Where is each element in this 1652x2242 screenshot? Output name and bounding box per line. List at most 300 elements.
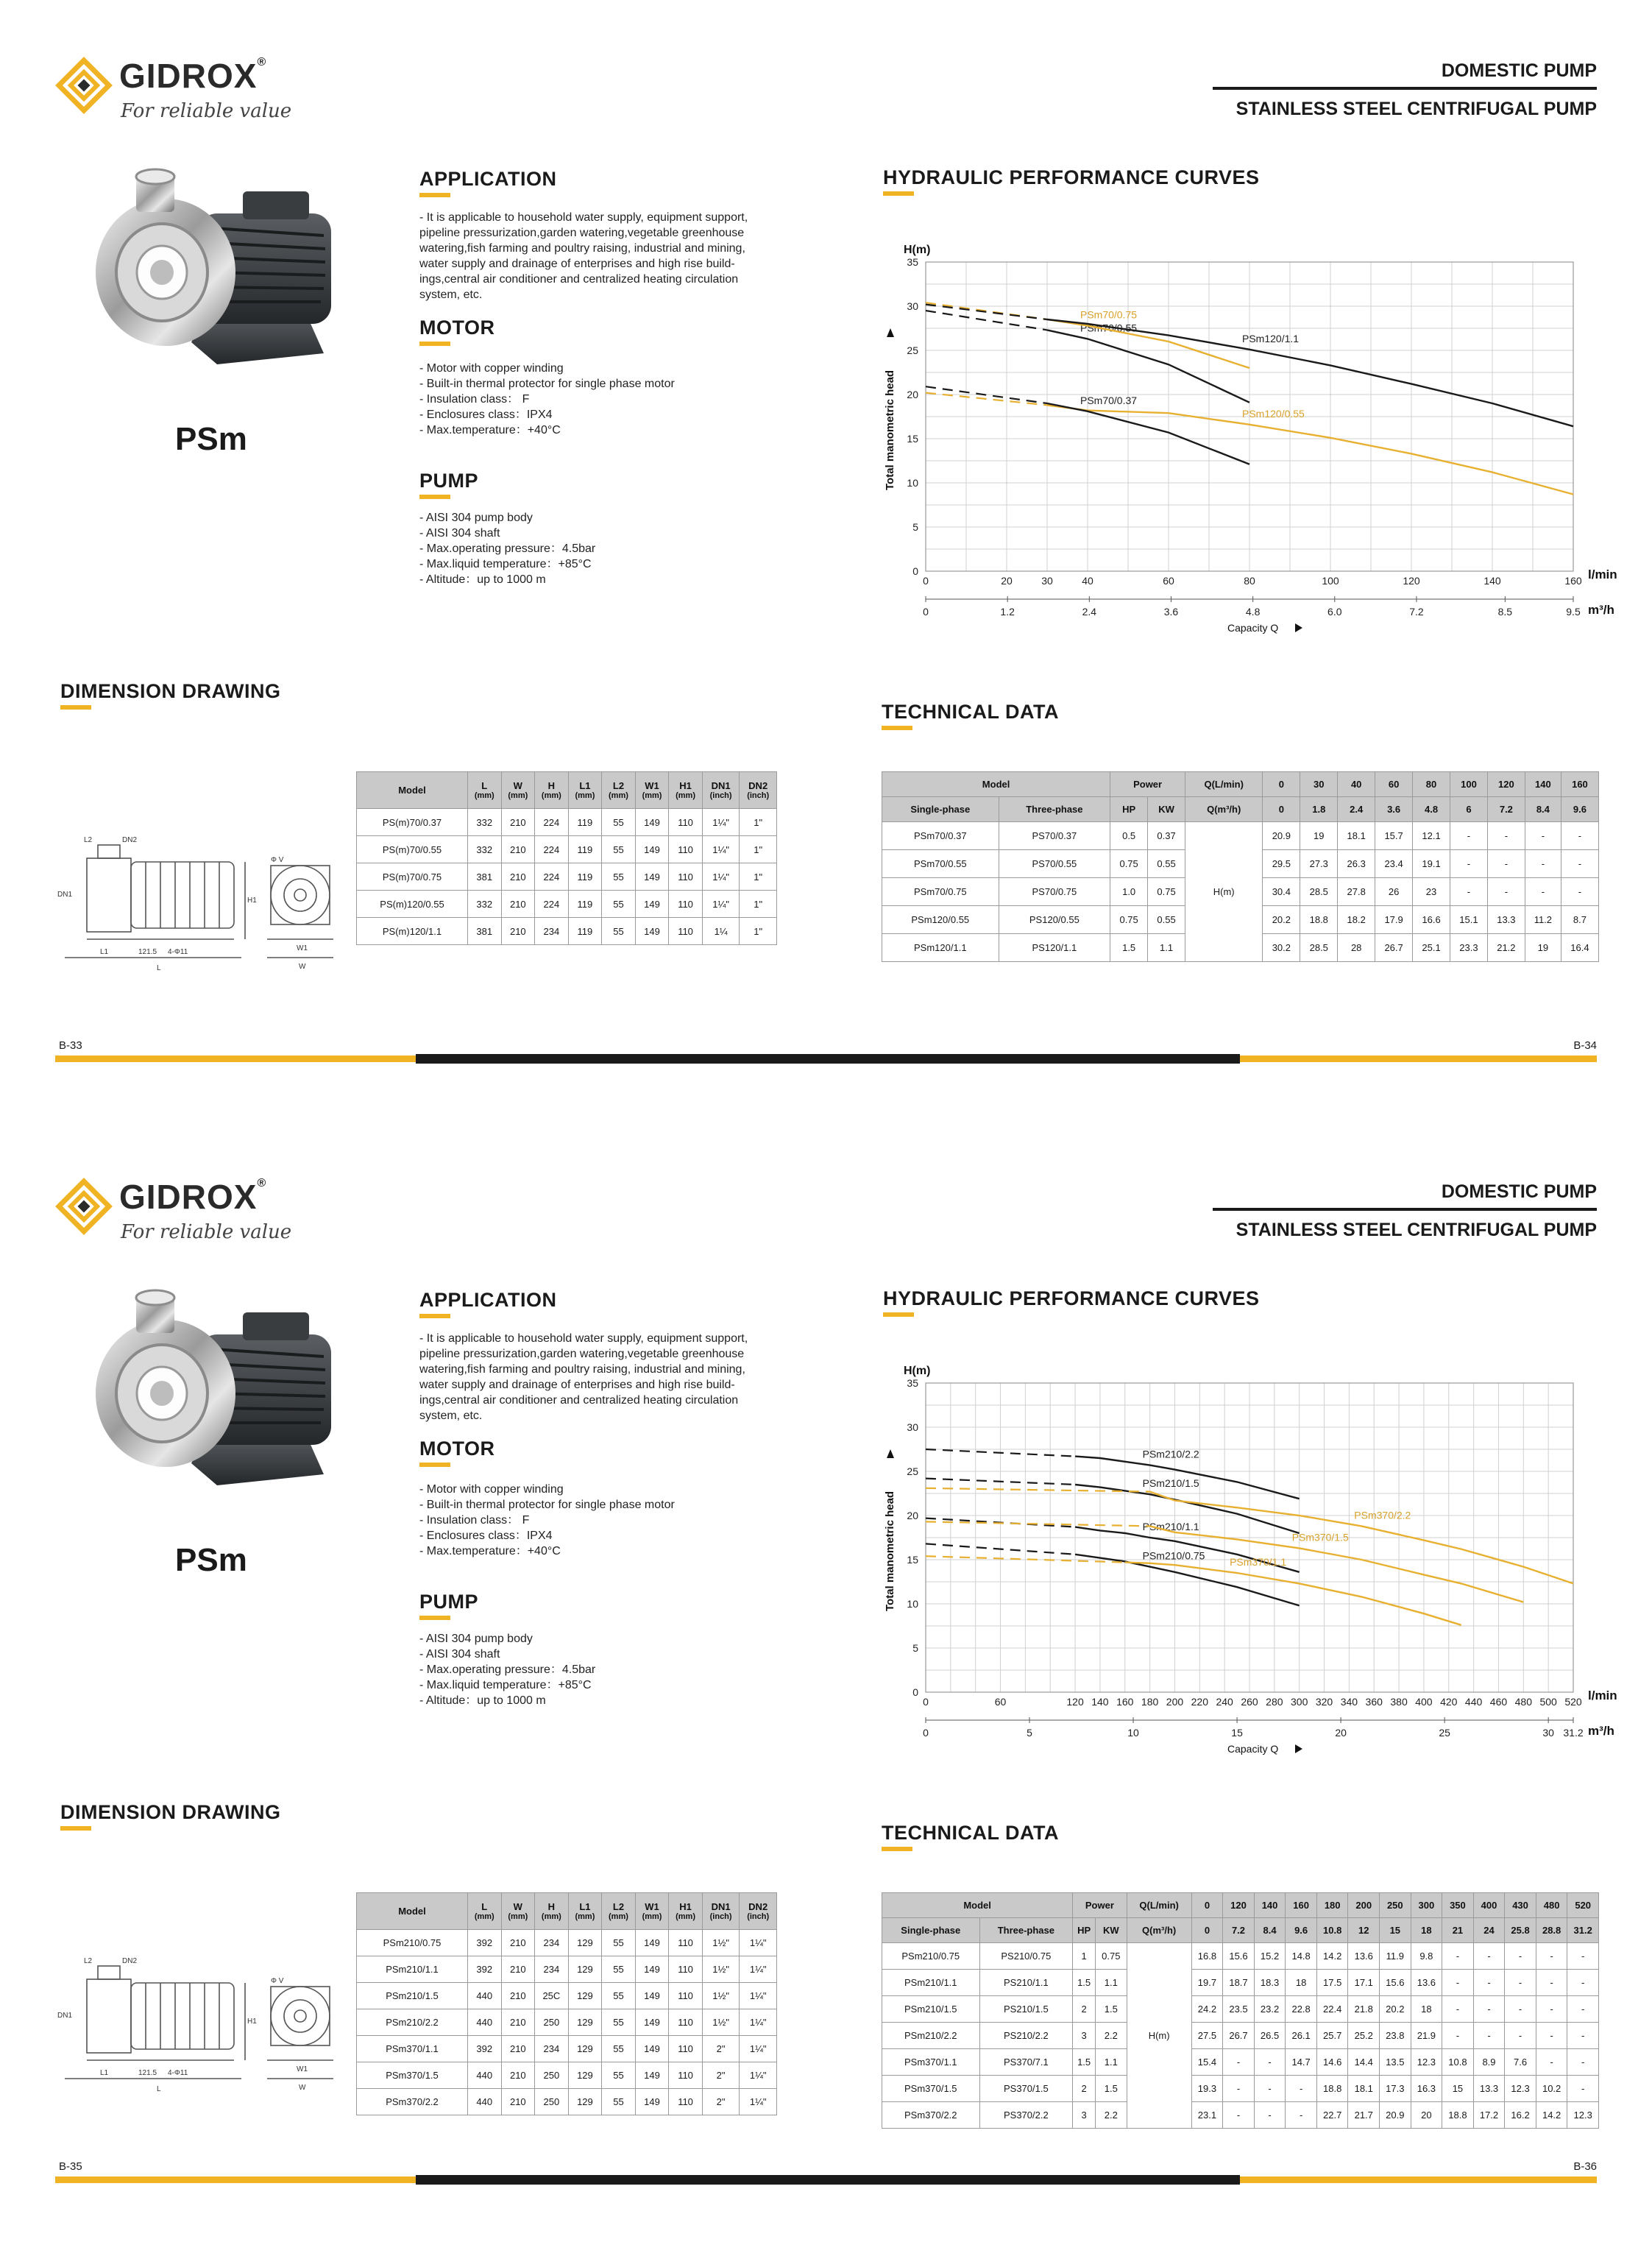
series-start-dashed bbox=[926, 311, 1047, 330]
table-cell: 55 bbox=[602, 2036, 636, 2062]
tech-q-lmin-cell: 40 bbox=[1338, 772, 1375, 797]
dimension-title: DIMENSION DRAWING bbox=[60, 1801, 281, 1823]
tech-three-phase-model: PS370/7.1 bbox=[979, 2049, 1073, 2076]
tech-head-value: 23.4 bbox=[1375, 850, 1413, 878]
tech-q-m3h-cell: 7.2 bbox=[1223, 1918, 1255, 1943]
table-cell: 55 bbox=[602, 1930, 636, 1956]
tech-three-phase-model: PS210/2.2 bbox=[979, 2023, 1073, 2049]
y-tick-label: 20 bbox=[907, 389, 918, 400]
tech-head-value: 21.8 bbox=[1348, 1996, 1380, 2023]
page-number-right: B-36 bbox=[1573, 2160, 1597, 2173]
table-cell: 1¼ bbox=[702, 918, 740, 945]
dimension-drawing bbox=[57, 829, 344, 976]
tech-header-hp: HP bbox=[1073, 1918, 1096, 1943]
table-cell: 1¼" bbox=[702, 809, 740, 836]
table-cell: 110 bbox=[669, 836, 703, 863]
table-cell: 250 bbox=[535, 2062, 569, 2089]
tech-head-value: - bbox=[1286, 2076, 1317, 2102]
x-tick-label: 320 bbox=[1315, 1696, 1333, 1708]
x-unit-bottom: m³/h bbox=[1588, 1724, 1614, 1738]
brand-name: GIDROX® bbox=[119, 56, 267, 95]
x-tick-label: 0 bbox=[923, 1696, 929, 1708]
tech-header-power: Power bbox=[1073, 1893, 1127, 1918]
table-row bbox=[357, 2089, 777, 2115]
y-tick-label: 25 bbox=[907, 344, 918, 356]
tech-hm-label: H(m) bbox=[1185, 822, 1263, 962]
tech-head-value: 26.5 bbox=[1254, 2023, 1286, 2049]
x-tick-label: 340 bbox=[1340, 1696, 1358, 1708]
tech-head-value: 20.2 bbox=[1380, 1996, 1411, 2023]
tech-q-lmin-cell: 0 bbox=[1191, 1893, 1223, 1918]
svg-text:L2: L2 bbox=[84, 836, 93, 844]
dimension-table bbox=[356, 771, 777, 945]
header-category: DOMESTIC PUMP bbox=[1441, 1181, 1597, 1202]
tech-head-value: 14.6 bbox=[1316, 2049, 1348, 2076]
tech-head-value: - bbox=[1505, 1970, 1536, 1996]
tech-head-value: 19.7 bbox=[1191, 1970, 1223, 1996]
brand-tagline: For reliable value bbox=[121, 100, 292, 122]
table-cell: 149 bbox=[635, 2062, 669, 2089]
y-tick-label: 30 bbox=[907, 1421, 918, 1433]
dim-header-cell: L (mm) bbox=[468, 772, 502, 809]
table-row bbox=[882, 822, 1599, 850]
tech-head-value: 11.9 bbox=[1380, 1943, 1411, 1970]
x-arrow-icon bbox=[1295, 623, 1302, 632]
table-cell: 440 bbox=[468, 2062, 502, 2089]
tech-head-value: - bbox=[1450, 822, 1488, 850]
table-cell: 440 bbox=[468, 1983, 502, 2009]
table-cell: 210 bbox=[501, 1956, 535, 1983]
table-cell: 110 bbox=[669, 2062, 703, 2089]
tech-header-model: Model bbox=[882, 1893, 1073, 1918]
tech-head-value: 12.1 bbox=[1413, 822, 1450, 850]
table-row bbox=[357, 2062, 777, 2089]
tech-q-lmin-cell: 120 bbox=[1487, 772, 1525, 797]
svg-text:L: L bbox=[157, 2085, 161, 2093]
text-line: - Enclosures class：IPX4 bbox=[419, 409, 553, 421]
text-line: ings,central air conditioner and centralized heating circulation bbox=[419, 1394, 739, 1407]
text-line: - It is applicable to household water supply, equipment support, bbox=[419, 1332, 748, 1345]
table-cell: 110 bbox=[669, 2089, 703, 2115]
tech-three-phase-model: PS120/1.1 bbox=[999, 934, 1110, 962]
text-line: - Altitude：up to 1000 m bbox=[419, 573, 546, 586]
table-cell: 1¼" bbox=[740, 1930, 777, 1956]
y-tick-label: 10 bbox=[907, 477, 918, 489]
series-label: PSm70/0.37 bbox=[1080, 394, 1138, 406]
x2-tick-label: 1.2 bbox=[1000, 606, 1015, 618]
tech-head-value: - bbox=[1525, 850, 1561, 878]
table-cell: 210 bbox=[501, 2036, 535, 2062]
performance-chart bbox=[876, 1342, 1617, 1791]
tech-head-value: - bbox=[1536, 1996, 1567, 2023]
table-cell: 119 bbox=[568, 863, 602, 891]
series-line-psm120-1-1 bbox=[1047, 319, 1573, 426]
dimension-bar bbox=[60, 705, 91, 710]
table-cell: 110 bbox=[669, 1983, 703, 2009]
svg-text:L1: L1 bbox=[100, 2069, 109, 2077]
table-cell: 149 bbox=[635, 863, 669, 891]
table-cell: 210 bbox=[501, 1930, 535, 1956]
table-row bbox=[882, 1996, 1599, 2023]
table-cell: PS(m)70/0.37 bbox=[357, 809, 468, 836]
table-cell: 149 bbox=[635, 2009, 669, 2036]
table-cell: PSm370/1.1 bbox=[357, 2036, 468, 2062]
header-rule bbox=[1213, 87, 1597, 90]
tech-head-value: - bbox=[1536, 2023, 1567, 2049]
tech-head-value: - bbox=[1561, 878, 1598, 906]
tech-q-m3h-cell: 0 bbox=[1263, 797, 1300, 822]
tech-head-value: 26.1 bbox=[1286, 2023, 1317, 2049]
tech-three-phase-model: PS210/0.75 bbox=[979, 1943, 1073, 1970]
dim-header-cell: W1 (mm) bbox=[635, 772, 669, 809]
table-cell: PSm370/1.5 bbox=[357, 2062, 468, 2089]
tech-single-phase-model: PSm210/0.75 bbox=[882, 1943, 980, 1970]
tech-head-value: 17.2 bbox=[1473, 2102, 1505, 2129]
x2-tick-label: 30 bbox=[1542, 1727, 1554, 1739]
x-tick-label: 30 bbox=[1041, 575, 1053, 587]
tech-head-value: - bbox=[1442, 1996, 1474, 2023]
pump-text bbox=[419, 1631, 595, 1708]
y-arrow-icon bbox=[887, 1449, 894, 1458]
table-row bbox=[882, 2049, 1599, 2076]
tech-head-value: 8.7 bbox=[1561, 906, 1598, 934]
series-start-dashed bbox=[926, 305, 1047, 319]
y-tick-label: 30 bbox=[907, 300, 918, 312]
text-line: water supply and drainage of enterprises and high rise build- bbox=[419, 258, 735, 270]
tech-hp-value: 2 bbox=[1073, 2076, 1096, 2102]
x2-tick-label: 5 bbox=[1027, 1727, 1032, 1739]
x-tick-label: 120 bbox=[1403, 575, 1420, 587]
table-row bbox=[357, 836, 777, 863]
tech-q-m3h-cell: 25.8 bbox=[1505, 1918, 1536, 1943]
table-cell: 381 bbox=[468, 863, 502, 891]
model-name: PSm bbox=[175, 421, 247, 457]
table-cell: 55 bbox=[602, 1983, 636, 2009]
tech-single-phase-model: PSm370/1.1 bbox=[882, 2049, 980, 2076]
tech-single-phase-model: PSm70/0.75 bbox=[882, 878, 999, 906]
motor-bar bbox=[419, 342, 450, 346]
text-line: - Motor with copper winding bbox=[419, 1483, 564, 1496]
tech-head-value: 11.2 bbox=[1525, 906, 1561, 934]
tech-head-value: - bbox=[1223, 2102, 1255, 2129]
text-line: - AISI 304 shaft bbox=[419, 527, 500, 540]
dimension-title: DIMENSION DRAWING bbox=[60, 680, 281, 702]
footer-center-bar bbox=[416, 2175, 1240, 2185]
series-label: PSm370/1.1 bbox=[1230, 1556, 1287, 1568]
table-cell: 224 bbox=[535, 836, 569, 863]
table-cell: 119 bbox=[568, 891, 602, 918]
text-line: water supply and drainage of enterprises and high rise build- bbox=[419, 1379, 735, 1391]
tech-q-m3h-cell: 21 bbox=[1442, 1918, 1474, 1943]
text-line: - Max.liquid temperature：+85°C bbox=[419, 1679, 592, 1691]
tech-q-lmin-cell: 300 bbox=[1411, 1893, 1442, 1918]
tech-hp-value: 1.5 bbox=[1073, 2049, 1096, 2076]
x-tick-label: 0 bbox=[923, 575, 929, 587]
text-line: - Max.temperature：+40°C bbox=[419, 424, 561, 436]
table-cell: PSm210/0.75 bbox=[357, 1930, 468, 1956]
tech-header-three: Three-phase bbox=[979, 1918, 1073, 1943]
x2-tick-label: 8.5 bbox=[1497, 606, 1513, 618]
series-label: PSm70/0.55 bbox=[1080, 322, 1138, 334]
page-number-left: B-35 bbox=[59, 2160, 82, 2173]
tech-q-lmin-cell: 400 bbox=[1473, 1893, 1505, 1918]
tech-head-value: 16.8 bbox=[1191, 1943, 1223, 1970]
tech-head-value: - bbox=[1473, 1943, 1505, 1970]
tech-head-value: 16.3 bbox=[1411, 2076, 1442, 2102]
tech-head-value: 26 bbox=[1375, 878, 1413, 906]
tech-header-q-m3h: Q(m³/h) bbox=[1185, 797, 1263, 822]
tech-hp-value: 0.75 bbox=[1110, 906, 1148, 934]
x2-tick-label: 0 bbox=[923, 606, 929, 618]
x2-tick-label: 7.2 bbox=[1409, 606, 1424, 618]
x-tick-label: 20 bbox=[1001, 575, 1013, 587]
table-cell: 25C bbox=[535, 1983, 569, 2009]
tech-kw-value: 1.1 bbox=[1148, 934, 1185, 962]
tech-head-value: 27.5 bbox=[1191, 2023, 1223, 2049]
tech-head-value: 7.6 bbox=[1505, 2049, 1536, 2076]
tech-head-value: - bbox=[1567, 1996, 1599, 2023]
tech-kw-value: 0.37 bbox=[1148, 822, 1185, 850]
tech-head-value: - bbox=[1254, 2102, 1286, 2129]
table-cell: 234 bbox=[535, 918, 569, 945]
tech-q-lmin-cell: 200 bbox=[1348, 1893, 1380, 1918]
tech-header-kw: KW bbox=[1096, 1918, 1127, 1943]
svg-text:W: W bbox=[299, 963, 306, 971]
tech-q-lmin-cell: 80 bbox=[1413, 772, 1450, 797]
table-cell: 210 bbox=[501, 836, 535, 863]
table-cell: 110 bbox=[669, 918, 703, 945]
tech-q-m3h-cell: 9.6 bbox=[1561, 797, 1598, 822]
tech-head-value: - bbox=[1442, 2023, 1474, 2049]
tech-q-m3h-cell: 18 bbox=[1411, 1918, 1442, 1943]
table-cell: 1¼" bbox=[740, 1956, 777, 1983]
table-cell: 55 bbox=[602, 836, 636, 863]
tech-head-value: - bbox=[1450, 878, 1488, 906]
tech-kw-value: 1.1 bbox=[1096, 2049, 1127, 2076]
tech-q-m3h-cell: 28.8 bbox=[1536, 1918, 1567, 1943]
table-cell: 55 bbox=[602, 2062, 636, 2089]
x-tick-label: 180 bbox=[1141, 1696, 1159, 1708]
tech-head-value: 28 bbox=[1338, 934, 1375, 962]
dim-header-cell: H (mm) bbox=[535, 772, 569, 809]
table-cell: 1¼" bbox=[702, 891, 740, 918]
table-row bbox=[357, 891, 777, 918]
table-cell: 129 bbox=[568, 2089, 602, 2115]
tech-q-lmin-cell: 520 bbox=[1567, 1893, 1599, 1918]
table-cell: 1¼" bbox=[740, 1983, 777, 2009]
x-unit-top: l/min bbox=[1588, 1688, 1617, 1702]
catalog-page-psm-210-370 bbox=[0, 1121, 1652, 2242]
tech-head-value: 16.6 bbox=[1413, 906, 1450, 934]
table-cell: 1½" bbox=[702, 1930, 740, 1956]
tech-head-value: - bbox=[1525, 878, 1561, 906]
dim-header-cell: W (mm) bbox=[501, 1893, 535, 1930]
tech-head-value: 18.8 bbox=[1300, 906, 1338, 934]
table-cell: 149 bbox=[635, 1983, 669, 2009]
x2-tick-label: 4.8 bbox=[1245, 606, 1261, 618]
dim-header-cell: L1 (mm) bbox=[568, 1893, 602, 1930]
table-row bbox=[882, 2076, 1599, 2102]
tech-head-value: - bbox=[1567, 2076, 1599, 2102]
technical-table bbox=[882, 771, 1599, 962]
tech-head-value: - bbox=[1473, 1970, 1505, 1996]
x-tick-label: 520 bbox=[1564, 1696, 1582, 1708]
table-cell: 149 bbox=[635, 836, 669, 863]
table-cell: 129 bbox=[568, 1983, 602, 2009]
tech-head-value: 15.2 bbox=[1254, 1943, 1286, 1970]
tech-head-value: 9.8 bbox=[1411, 1943, 1442, 1970]
table-cell: 332 bbox=[468, 836, 502, 863]
y-arrow-icon bbox=[887, 328, 894, 337]
x-tick-label: 100 bbox=[1322, 575, 1339, 587]
curves-title: HYDRAULIC PERFORMANCE CURVES bbox=[883, 166, 1260, 188]
y-unit-label: H(m) bbox=[904, 244, 931, 256]
gidrox-logo-icon bbox=[57, 1180, 110, 1233]
tech-single-phase-model: PSm120/1.1 bbox=[882, 934, 999, 962]
tech-three-phase-model: PS120/0.55 bbox=[999, 906, 1110, 934]
tech-q-lmin-cell: 100 bbox=[1450, 772, 1488, 797]
table-cell: 224 bbox=[535, 863, 569, 891]
table-cell: 210 bbox=[501, 918, 535, 945]
curves-bar bbox=[883, 1312, 914, 1317]
svg-text:121.5: 121.5 bbox=[138, 948, 157, 956]
tech-kw-value: 2.2 bbox=[1096, 2023, 1127, 2049]
table-row bbox=[357, 1930, 777, 1956]
table-cell: 55 bbox=[602, 2089, 636, 2115]
tech-head-value: 14.4 bbox=[1348, 2049, 1380, 2076]
table-cell: 2" bbox=[702, 2089, 740, 2115]
tech-head-value: - bbox=[1223, 2076, 1255, 2102]
svg-text:L2: L2 bbox=[84, 1957, 93, 1965]
table-row bbox=[882, 1943, 1599, 1970]
tech-q-m3h-cell: 8.4 bbox=[1525, 797, 1561, 822]
tech-head-value: 18.8 bbox=[1316, 2076, 1348, 2102]
performance-chart bbox=[876, 221, 1617, 670]
x-tick-label: 140 bbox=[1483, 575, 1501, 587]
tech-q-lmin-cell: 140 bbox=[1254, 1893, 1286, 1918]
tech-hp-value: 1.5 bbox=[1073, 1970, 1096, 1996]
tech-kw-value: 1.5 bbox=[1096, 2076, 1127, 2102]
dim-header-cell: H (mm) bbox=[535, 1893, 569, 1930]
text-line: ings,central air conditioner and centralized heating circulation bbox=[419, 273, 739, 286]
dim-header-cell: DN1 (inch) bbox=[702, 772, 740, 809]
tech-head-value: - bbox=[1561, 850, 1598, 878]
table-cell: 210 bbox=[501, 1983, 535, 2009]
svg-text:Φ V: Φ V bbox=[271, 1977, 284, 1985]
table-cell: 149 bbox=[635, 2036, 669, 2062]
tech-hp-value: 2 bbox=[1073, 1996, 1096, 2023]
tech-q-lmin-cell: 0 bbox=[1263, 772, 1300, 797]
tech-hp-value: 3 bbox=[1073, 2023, 1096, 2049]
table-cell: 129 bbox=[568, 2036, 602, 2062]
y-tick-label: 20 bbox=[907, 1510, 918, 1521]
tech-header-single: Single-phase bbox=[882, 1918, 980, 1943]
tech-single-phase-model: PSm70/0.55 bbox=[882, 850, 999, 878]
brand-tagline: For reliable value bbox=[121, 1221, 292, 1243]
tech-head-value: 10.2 bbox=[1536, 2076, 1567, 2102]
tech-head-value: 23 bbox=[1413, 878, 1450, 906]
curves-bar bbox=[883, 191, 914, 196]
x2-tick-label: 2.4 bbox=[1082, 606, 1097, 618]
dim-header-cell: L2 (mm) bbox=[602, 772, 636, 809]
table-cell: 1½" bbox=[702, 1956, 740, 1983]
table-cell: 440 bbox=[468, 2089, 502, 2115]
tech-q-m3h-cell: 31.2 bbox=[1567, 1918, 1599, 1943]
table-cell: 129 bbox=[568, 1956, 602, 1983]
tech-q-m3h-cell: 6 bbox=[1450, 797, 1488, 822]
motor-title: MOTOR bbox=[419, 317, 495, 339]
tech-head-value: 12.3 bbox=[1505, 2076, 1536, 2102]
tech-head-value: 17.9 bbox=[1375, 906, 1413, 934]
pump-title: PUMP bbox=[419, 470, 479, 492]
tech-head-value: 10.8 bbox=[1442, 2049, 1474, 2076]
svg-text:L1: L1 bbox=[100, 948, 109, 956]
tech-head-value: 23.1 bbox=[1191, 2102, 1223, 2129]
table-cell: 210 bbox=[501, 809, 535, 836]
dimension-bar bbox=[60, 1826, 91, 1831]
table-cell: 110 bbox=[669, 1956, 703, 1983]
tech-head-value: - bbox=[1286, 2102, 1317, 2129]
tech-head-value: - bbox=[1473, 2023, 1505, 2049]
tech-head-value: 14.2 bbox=[1536, 2102, 1567, 2129]
table-cell: 224 bbox=[535, 891, 569, 918]
tech-head-value: 19.3 bbox=[1191, 2076, 1223, 2102]
series-label: PSm70/0.75 bbox=[1080, 308, 1138, 321]
y-tick-label: 25 bbox=[907, 1465, 918, 1477]
tech-head-value: 18 bbox=[1286, 1970, 1317, 1996]
y-tick-label: 35 bbox=[907, 1377, 918, 1389]
text-line: - Max.temperature：+40°C bbox=[419, 1545, 561, 1557]
dim-header-cell: H1 (mm) bbox=[669, 772, 703, 809]
tech-head-value: 15.6 bbox=[1223, 1943, 1255, 1970]
table-cell: 210 bbox=[501, 2062, 535, 2089]
table-cell: 234 bbox=[535, 2036, 569, 2062]
tech-head-value: 25.1 bbox=[1413, 934, 1450, 962]
tech-q-m3h-cell: 3.6 bbox=[1375, 797, 1413, 822]
table-cell: 210 bbox=[501, 891, 535, 918]
x-tick-label: 380 bbox=[1390, 1696, 1408, 1708]
tech-single-phase-model: PSm70/0.37 bbox=[882, 822, 999, 850]
tech-head-value: - bbox=[1473, 1996, 1505, 2023]
table-cell: 381 bbox=[468, 918, 502, 945]
table-cell: 149 bbox=[635, 2089, 669, 2115]
table-cell: 1¼" bbox=[740, 2062, 777, 2089]
motor-bar bbox=[419, 1463, 450, 1467]
table-row bbox=[357, 1956, 777, 1983]
tech-head-value: 29.5 bbox=[1263, 850, 1300, 878]
table-cell: 119 bbox=[568, 809, 602, 836]
series-line-psm70-0-55 bbox=[1047, 330, 1249, 402]
dim-header-cell: L (mm) bbox=[468, 1893, 502, 1930]
table-cell: 129 bbox=[568, 1930, 602, 1956]
header-subtitle: STAINLESS STEEL CENTRIFUGAL PUMP bbox=[1236, 1220, 1597, 1240]
svg-text:W: W bbox=[299, 2084, 306, 2092]
tech-head-value: 17.3 bbox=[1380, 2076, 1411, 2102]
series-line-psm120-0-55 bbox=[1047, 405, 1573, 494]
tech-kw-value: 2.2 bbox=[1096, 2102, 1127, 2129]
tech-hp-value: 0.5 bbox=[1110, 822, 1148, 850]
tech-q-lmin-cell: 480 bbox=[1536, 1893, 1567, 1918]
table-cell: 110 bbox=[669, 863, 703, 891]
tech-head-value: - bbox=[1487, 822, 1525, 850]
tech-head-value: 14.2 bbox=[1316, 1943, 1348, 1970]
table-row bbox=[882, 2023, 1599, 2049]
tech-head-value: 19 bbox=[1525, 934, 1561, 962]
x-tick-label: 400 bbox=[1415, 1696, 1433, 1708]
application-text bbox=[419, 210, 748, 303]
tech-q-m3h-cell: 9.6 bbox=[1286, 1918, 1317, 1943]
table-cell: 1" bbox=[740, 809, 777, 836]
